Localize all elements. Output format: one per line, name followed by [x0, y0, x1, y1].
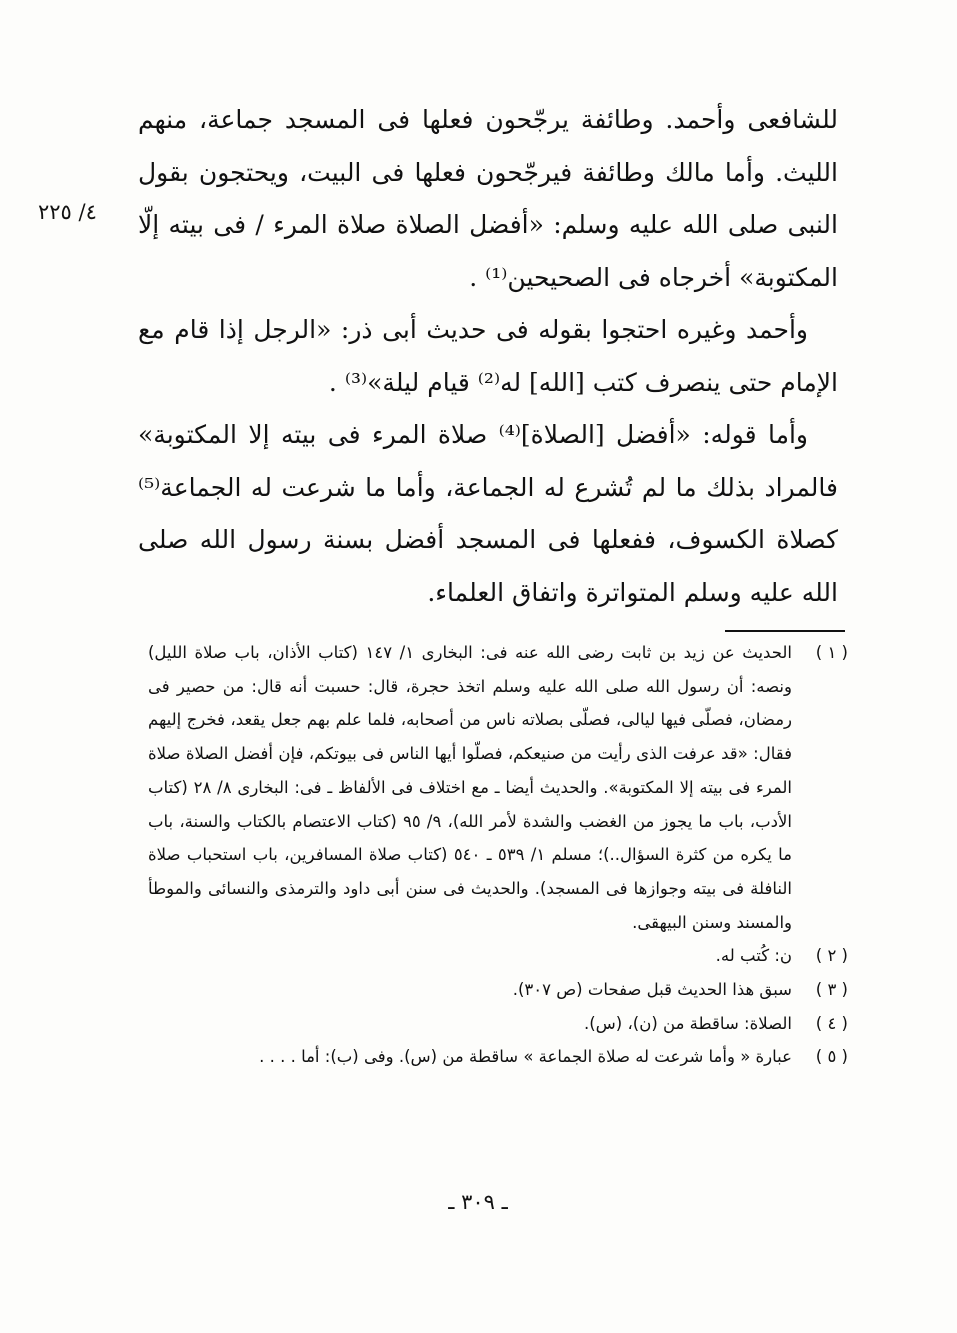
footnote-text: سبق هذا الحديث قبل صفحات (ص ٣٠٧). — [512, 980, 792, 1000]
footnote-text: ن: كُتب له. — [715, 946, 792, 966]
paragraph: للشافعى وأحمد. وطائفة يرجّحون فعلها فى المسجد جماعة، منهم الليث. وأما مالك وطائفة فيرجّحون فعلها فى البيت، ويحتجون بقول النبى صلى الله عليه وسلم: «أفضل الصلاة صلاة المرء / فى بيته إلّا المكتوبة» أخرجاه فى الصحيحين⁽¹⁾ . — [138, 105, 838, 292]
paragraph: وأحمد وغيره احتجوا بقوله فى حديث أبى ذر: «الرجل إذا قام مع الإمام حتى ينصرف كتب [الله] له⁽²⁾ قيام ليلة»⁽³⁾ . — [138, 315, 838, 397]
footnote-3 — [148, 973, 848, 1007]
paragraph: وأما قوله: «أفضل [الصلاة]⁽⁴⁾ صلاة المرء فى بيته إلا المكتوبة» فالمراد بذلك ما لم تُشرع له الجماعة، وأما ما شرعت له الجماعة⁽⁵⁾ كصلاة الكسوف، ففعلها فى المسجد أفضل بسنة رسول الله صلى الله عليه وسلم المتواترة واتفاق العلماء. — [138, 420, 838, 607]
footnote-text: الحديث عن زيد بن ثابت رضى الله عنه فى: البخارى ١/ ١٤٧ (كتاب الأذان، باب صلاة الليل) ونصه: أن رسول الله صلى الله عليه وسلم اتخذ حجرة، قال: حسبت أنه قال: من حصير فى رمضان، فصلّى فيها ليالى، فصلّى بصلاته ناس من أصحابه، فلما علم بهم جعل يقعد، فخرج إليهم فقال: «قد عرفت الذى رأيت من صنيعكم، فصلّوا أيها الناس فى بيوتكم، فإن أفضل الصلاة صلاة المرء فى بيته إلا المكتوبة». والحديث أيضا ـ مع اختلاف فى الألفاظ ـ فى: البخارى ٨/ ٢٨ (كتاب الأدب، باب ما يجوز من الغضب والشدة لأمر الله)، ٩/ ٩٥ (كتاب الاعتصام بالكتاب والسنة، باب ما يكره من كثرة السؤال..)؛ مسلم ١/ ٥٣٩ ـ ٥٤٠ (كتاب صلاة المسافرين، باب استحباب صلاة النافلة فى بيته وجوازها فى المسجد). والحديث فى سنن أبى داود والترمذى والنسائى والموطأ والمسند وسنن البيهقى. — [148, 643, 793, 932]
page-number: ـ ٣٠٩ ـ — [448, 1190, 508, 1214]
footnote-number: ( ٣ ) — [815, 980, 848, 1000]
marginal-page-reference: ٤/ ٢٢٥ — [38, 200, 97, 224]
footnote-2 — [148, 939, 848, 973]
footnote-number: ( ٢ ) — [815, 946, 848, 966]
footnote-number: ( ١ ) — [815, 643, 848, 662]
main-text — [138, 94, 838, 619]
footnote-text: الصلاة: ساقطة من (ن)، (س). — [583, 1013, 792, 1033]
footnote-number: ( ٤ ) — [815, 1013, 848, 1033]
footnotes — [148, 636, 848, 1074]
footnote-1 — [148, 636, 848, 939]
footnote-separator — [725, 630, 845, 632]
footnote-text: عبارة « وأما شرعت له صلاة الجماعة » ساقطة من (س). وفى (ب): أما . . . . — [259, 1047, 792, 1067]
footnote-number: ( ٥ ) — [815, 1047, 848, 1067]
footnote-4 — [148, 1007, 848, 1041]
footnote-5 — [148, 1040, 848, 1074]
